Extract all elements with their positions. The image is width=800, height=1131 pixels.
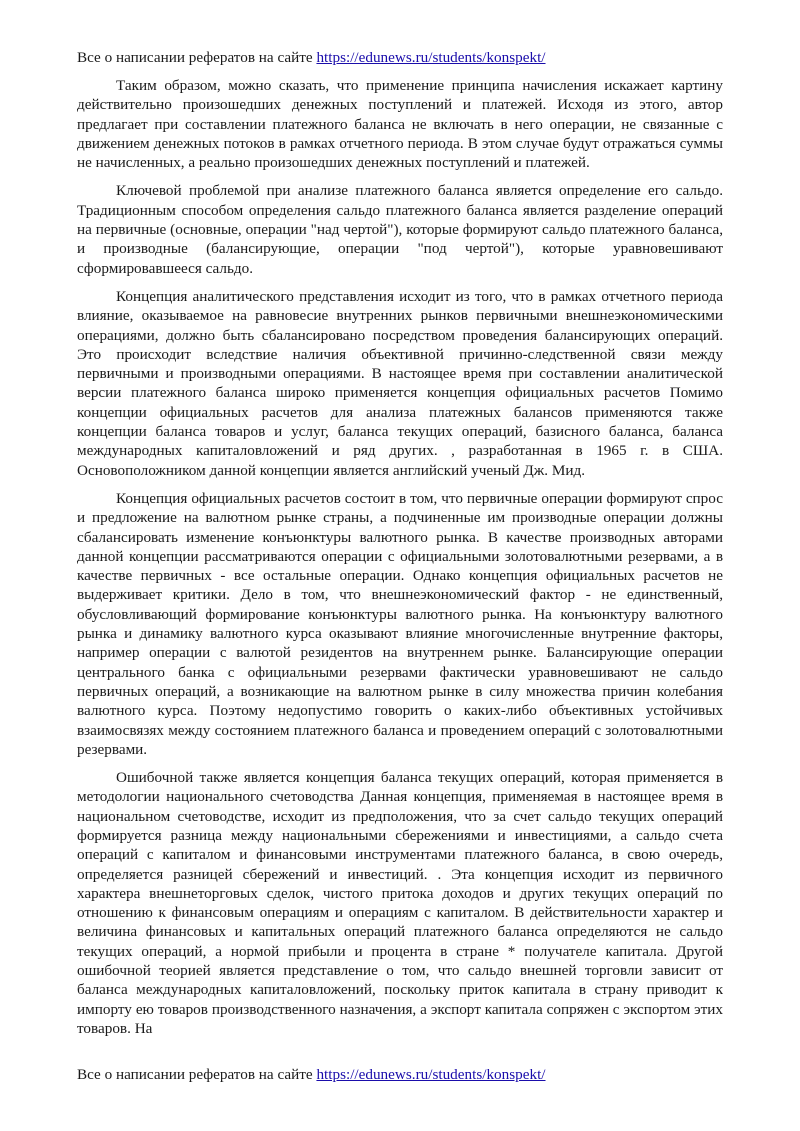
page-header	[77, 48, 546, 68]
paragraph: Таким образом, можно сказать, что применение принципа начисления искажает картину действительно произошедших денежных поступлений и платежей. Исходя из этого, автор предлагает при составлении платежного баланса не включать в него операции, не связанные с движением денежных потоков в рамках отчетного периода. В этом случае будут отражаться суммы не начисленных, а реально произошедших денежных поступлений и платежей.	[77, 77, 723, 172]
paragraph: Концепция аналитического представления исходит из того, что в рамках отчетного периода влияние, оказываемое на равновесие внутренних рынков первичными внешнеэкономическими операциями, должно быть сбалансировано посредством проведения балансирующих операций. Это происходит вследствие наличия объективной причинно-следственной связи между первичными и производными операциями. В настоящее время при составлении аналитической версии платежного баланса широко применяется концепция официальных расчетов Помимо концепции официальных расчетов для анализа платежных балансов применяются также концепции баланса товаров и услуг, баланса текущих операций, базисного баланса, баланса международных капиталовложений и ряд других. , разработанная в 1965 г. в США. Основоположником данной концепции является английский ученый Дж. Мид.	[77, 287, 723, 479]
footer-link[interactable]: https://edunews.ru/students/konspekt/	[316, 1066, 546, 1083]
paragraph: Концепция официальных расчетов состоит в том, что первичные операции формируют спрос и предложение на валютном рынке страны, а подчиненные им производные операции должны сбалансировать изменение конъюнктуры валютного рынка. В качестве производных авторами данной концепции рассматриваются операции с официальными золотовалютными резервами, а в качестве первичных - все остальные операции. Однако концепция официальных расчетов не выдерживает критики. Дело в том, что внешнеэкономический фактор - не единственный, обусловливающий формирование конъюнктуры валютного рынка. На конъюнктуру валютного рынка и динамику валютного курса оказывают влияние многочисленные внутренние факторы, например операции с валютой резидентов на внутреннем рынке. Балансирующие операции центрального банка с официальными резервами фактически уравновешивают не сальдо первичных операций, а возникающие на валютном рынке в силу множества причин колебания валютного курса. Поэтому недопустимо говорить о каких-либо объективных устойчивых взаимосвязях между состоянием платежного баланса и проведением операций с золотовалютными резервами.	[77, 489, 723, 758]
document-body	[77, 76, 723, 1047]
header-text: Все о написании рефератов на сайте	[77, 49, 317, 66]
header-link[interactable]: https://edunews.ru/students/konspekt/	[316, 49, 546, 66]
paragraph: Ошибочной также является концепция баланса текущих операций, которая применяется в методологии национального счетоводства Данная концепция, применяемая в настоящее время в национальном счетоводстве, исходит из предположения, что за счет сальдо текущих операций формируется разница между национальными сбережениями и инвестициями, а сальдо счета операций с капиталом и финансовыми инструментами платежного баланса, в свою очередь, определяется разницей сбережений и инвестиций. . Эта концепция исходит из первичного характера внешнеторговых сделок, чистого притока доходов и других текущих операций по отношению к финансовым операциям и операциям с капиталом. В действительности характер и величина финансовых и капитальных операций платежного баланса определяются не сальдо текущих операций, а нормой прибыли и процента в стране * получателе капитала. Другой ошибочной теорией является представление о том, что сальдо внешней торговли зависит от баланса международных капиталовложений, поскольку приток капитала в страну приводит к импорту ею товаров производственного назначения, а экспорт капитала сопряжен с экспортом этих товаров. На	[77, 769, 723, 1037]
paragraph: Ключевой проблемой при анализе платежного баланса является определение его сальдо. Традиционным способом определения сальдо платежного баланса является разделение операций на первичные (основные, операции "над чертой"), которые формируют сальдо платежного баланса, и производные (балансирующие, операции "под чертой"), которые уравновешивают сформировавшееся сальдо.	[77, 182, 723, 277]
page-footer	[77, 1065, 546, 1085]
footer-text: Все о написании рефератов на сайте	[77, 1066, 317, 1083]
